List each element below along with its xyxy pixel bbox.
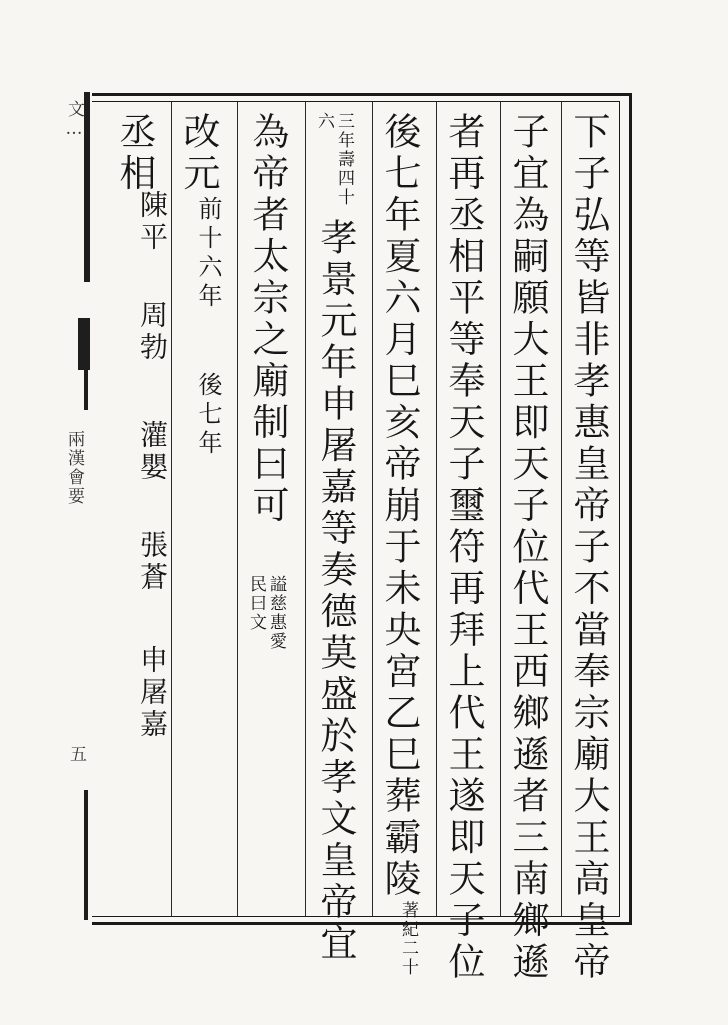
column-rule bbox=[372, 102, 373, 916]
column-rule bbox=[436, 102, 437, 916]
chancellor-heading: 丞相 bbox=[113, 112, 156, 195]
text-column-4 bbox=[378, 112, 421, 981]
text-column-6-main: 為帝者太宗之廟制曰可 bbox=[246, 112, 289, 527]
column-rule bbox=[500, 102, 501, 916]
text-column-2: 子宜為嗣願大王即天子位代王西鄉遜者三南鄉遜 bbox=[506, 112, 549, 984]
column-rule bbox=[237, 102, 238, 916]
page-gutter bbox=[0, 0, 92, 1025]
text-column-5 bbox=[314, 112, 357, 965]
text-column-4-main: 後七年夏六月巳亥帝崩于未央宮乙巳葬霸陵 bbox=[378, 112, 421, 901]
gutter-fragment: 文… bbox=[64, 100, 84, 141]
reign-period-first: 前十六年 bbox=[194, 196, 222, 312]
chancellor-name: 周勃 bbox=[136, 300, 169, 364]
text-column-7-title: 改元 bbox=[177, 112, 220, 195]
column-rule bbox=[171, 102, 172, 916]
text-column-5-main: 孝景元年申屠嘉等奏德莫盛於孝文皇帝宜 bbox=[314, 218, 357, 965]
annotation-reign-note: 著紀二十 bbox=[398, 900, 418, 977]
gutter-mark-block bbox=[78, 318, 90, 370]
chancellor-name: 申屠嘉 bbox=[136, 645, 169, 741]
reign-period-second: 後七年 bbox=[194, 372, 222, 459]
chancellor-name: 灌嬰 bbox=[136, 420, 169, 484]
gutter-mark-mid bbox=[84, 370, 88, 410]
chancellor-name: 張蒼 bbox=[136, 530, 169, 594]
text-column-1: 下子弘等皆非孝惠皇帝子不當奉宗廟大王高皇帝 bbox=[567, 112, 610, 984]
column-rule bbox=[305, 102, 306, 916]
gutter-book-title: 兩漢會要 bbox=[64, 430, 84, 506]
text-column-6 bbox=[246, 112, 289, 663]
chancellor-name: 陳平 bbox=[136, 190, 169, 254]
gutter-page-number: 五 bbox=[66, 745, 86, 764]
annotation-age-note: 三年壽四十六 bbox=[314, 112, 354, 207]
annotation-posthumous-note: 謚慈惠愛民曰文 bbox=[246, 575, 286, 651]
gutter-mark-bottom bbox=[84, 790, 88, 920]
text-column-3: 者再丞相平等奉天子璽符再拜上代王遂即天子位 bbox=[442, 112, 485, 984]
column-rule bbox=[561, 102, 562, 916]
